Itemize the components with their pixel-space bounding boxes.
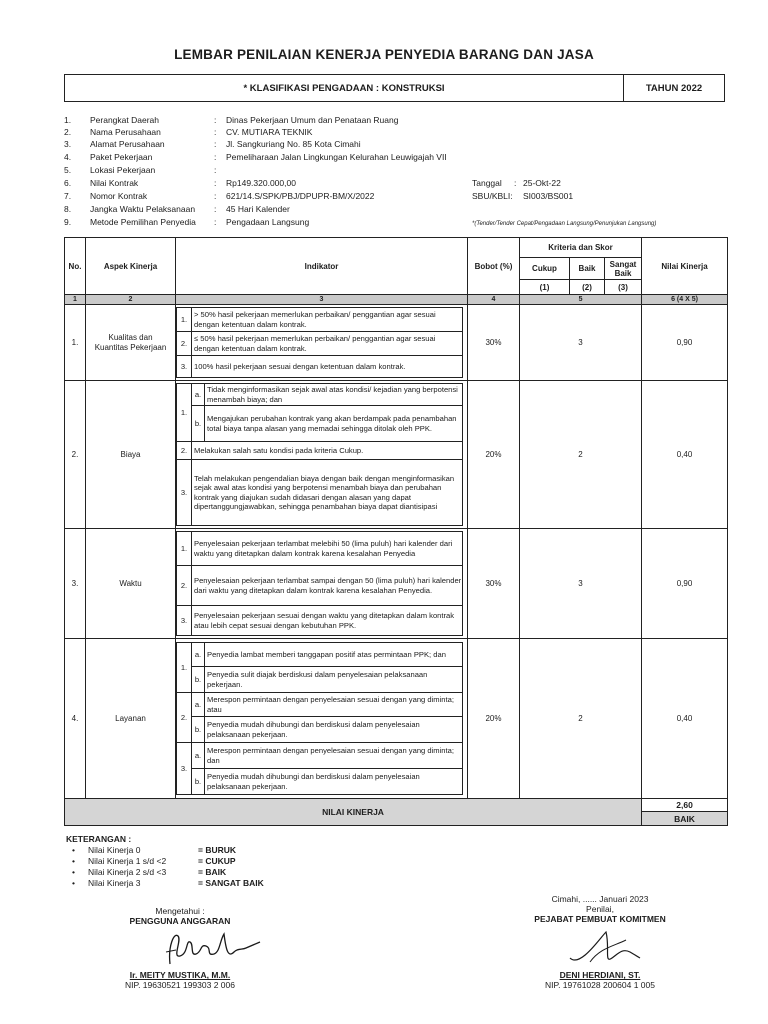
indikator-text: Penyedia mudah dihubungi dan berdiskusi dalam penyelesaian pelaksanaan pekerjaan. <box>205 769 463 795</box>
ind-sub: a. <box>192 693 205 717</box>
nilai-total: 2,60 <box>642 799 728 812</box>
info-no: 5. <box>64 165 72 175</box>
page-title: LEMBAR PENILAIAN KENERJA PENYEDIA BARANG DAN JASA <box>174 47 594 62</box>
table-row <box>65 639 728 799</box>
indikator-text: Penyelesaian pekerjaan terlambat melebihi 50 (lima puluh) hari kalender dari waktu yang ditetapkan dalam kontrak karena kesalahan Penyedia <box>192 532 463 566</box>
header-sangat-baik: Sangat Baik <box>605 258 642 280</box>
info-value: Dinas Pekerjaan Umum dan Penataan Ruang <box>226 115 399 125</box>
right-signer-name: DENI HERDIANI, ST. <box>559 970 641 980</box>
right-signature-block <box>500 894 700 924</box>
ind-num: 2. <box>177 693 192 743</box>
aspek-no: 1. <box>65 305 86 381</box>
info-label: Nomor Kontrak <box>90 191 148 201</box>
info-label: Metode Pemilihan Penyedia <box>90 217 196 227</box>
info-no: 3. <box>64 139 72 149</box>
indikator-text: 100% hasil pekerjaan sesuai dengan ketentuan dalam kontrak. <box>192 356 463 378</box>
keterangan-item: • Nilai Kinerja 1 s/d <2 = CUKUP <box>72 856 236 866</box>
keterangan-item: • Nilai Kinerja 0 = BURUK <box>72 845 237 855</box>
pengguna-anggaran-label: PENGGUNA ANGGARAN <box>129 916 231 926</box>
assessment-table <box>64 237 728 826</box>
header-c3: (3) <box>605 280 642 295</box>
ind-num: 1. <box>177 384 192 442</box>
bobot-value: 20% <box>468 381 520 529</box>
info-value: 45 Hari Kalender <box>226 204 290 214</box>
keterangan-label: Nilai Kinerja 3 <box>88 878 141 888</box>
skor-value: 3 <box>520 305 642 381</box>
ind-num: 3. <box>177 356 192 378</box>
info-row: 6. Nilai Kontrak : Rp149.320.000,00 Tanggal : 25-Okt-22 <box>64 177 724 190</box>
klasifikasi-label: * KLASIFIKASI PENGADAAN : KONSTRUKSI <box>65 75 624 101</box>
header-cukup: Cukup <box>520 258 570 280</box>
header-c1: (1) <box>520 280 570 295</box>
ind-num: 1. <box>177 308 192 332</box>
info-no: 2. <box>64 127 72 137</box>
ind-sub: a. <box>192 643 205 667</box>
keterangan-value: = SANGAT BAIK <box>198 878 264 888</box>
left-signer-nip: NIP. 19630521 199303 2 006 <box>125 980 235 990</box>
ind-sub: b. <box>192 769 205 795</box>
keterangan-section <box>66 834 366 894</box>
ind-num: 1. <box>177 532 192 566</box>
sbu-value: SI003/BS001 <box>523 191 574 201</box>
info-row: 4. Paket Pekerjaan : Pemeliharaan Jalan Lingkungan Kelurahan Leuwigajah VII <box>64 151 724 164</box>
skor-value: 2 <box>520 639 642 799</box>
indikator-cell <box>176 381 468 529</box>
indikator-text: Merespon permintaan dengan penyelesaian sesuai dengan yang diminta; dan <box>205 743 463 769</box>
info-label: Lokasi Pekerjaan <box>90 165 156 175</box>
info-label: Perangkat Daerah <box>90 115 159 125</box>
aspek-name: Layanan <box>86 639 176 799</box>
info-label: Nilai Kontrak <box>90 178 139 188</box>
keterangan-label: Nilai Kinerja 1 s/d <2 <box>88 856 167 866</box>
aspek-no: 4. <box>65 639 86 799</box>
indikator-text: Penyedia lambat memberi tanggapan positif atas permintaan PPK; dan <box>205 643 463 667</box>
skor-value: 2 <box>520 381 642 529</box>
info-row: 9. Metode Pemilihan Penyedia : Pengadaan Langsung *(Tender/Tender Cepat/Pengadaan Langsung/Penunjukan Langsung) <box>64 216 724 229</box>
ppk-label: PEJABAT PEMBUAT KOMITMEN <box>534 914 666 924</box>
right-signer <box>500 970 700 990</box>
tanggal-value: 25-Okt-22 <box>523 178 561 188</box>
column-number-row <box>65 295 728 305</box>
info-row: 2. Nama Perusahaan : CV. MUTIARA TEKNIK <box>64 126 724 139</box>
header-kriteria: Kriteria dan Skor <box>520 238 642 258</box>
header-nilai: Nilai Kinerja <box>642 238 728 295</box>
keterangan-value: = CUKUP <box>198 856 236 866</box>
col-number: 1 <box>65 295 86 305</box>
indikator-text: ≤ 50% hasil pekerjaan memerlukan perbaikan/ penggantian agar sesuai dengan ketentuan dalam kontrak. <box>192 332 463 356</box>
indikator-text: Tidak menginformasikan sejak awal atas kondisi/ kejadian yang berpotensi menambah biaya; dan <box>205 384 463 406</box>
info-row: 3. Alamat Perusahaan : Jl. Sangkuriang No. 85 Kota Cimahi <box>64 138 724 151</box>
info-label: Nama Perusahaan <box>90 127 161 137</box>
indikator-text: Penyedia mudah dihubungi dan berdiskusi dalam penyelesaian pelaksanaan pekerjaan. <box>205 717 463 743</box>
left-signer <box>100 970 260 990</box>
tanggal-label: Tanggal <box>472 178 502 188</box>
ind-sub: b. <box>192 717 205 743</box>
indikator-text: Melakukan salah satu kondisi pada kriteria Cukup. <box>192 442 463 460</box>
ind-num: 2. <box>177 566 192 606</box>
nilai-value: 0,90 <box>642 529 728 639</box>
ind-num: 2. <box>177 332 192 356</box>
table-row <box>65 529 728 639</box>
left-signature-block <box>100 906 260 926</box>
penilai-label: Penilai, <box>586 904 614 914</box>
ind-sub: a. <box>192 384 205 406</box>
info-value: Pemeliharaan Jalan Lingkungan Kelurahan Leuwigajah VII <box>226 152 447 162</box>
info-row: 8. Jangka Waktu Pelaksanaan : 45 Hari Kalender <box>64 203 724 216</box>
nilai-value: 0,90 <box>642 305 728 381</box>
aspek-name: Kualitas dan Kuantitas Pekerjaan <box>86 305 176 381</box>
info-row: 5. Lokasi Pekerjaan : <box>64 164 724 177</box>
keterangan-title: KETERANGAN : <box>66 834 132 844</box>
signature-mark <box>560 928 650 972</box>
ind-num: 3. <box>177 743 192 795</box>
keterangan-item: • Nilai Kinerja 2 s/d <3 = BAIK <box>72 867 227 877</box>
total-row <box>65 799 728 812</box>
bobot-value: 30% <box>468 529 520 639</box>
indikator-cell <box>176 639 468 799</box>
ind-num: 2. <box>177 442 192 460</box>
header-bobot: Bobot (%) <box>468 238 520 295</box>
indikator-cell <box>176 305 468 381</box>
ind-num: 3. <box>177 606 192 636</box>
nilai-kinerja-label: NILAI KINERJA <box>65 799 642 826</box>
info-label: Jangka Waktu Pelaksanaan <box>90 204 196 214</box>
ind-num: 1. <box>177 643 192 693</box>
indikator-cell <box>176 529 468 639</box>
ind-sub: b. <box>192 667 205 693</box>
header-baik: Baik <box>570 258 605 280</box>
sbu-label: SBU/KBLI: <box>472 191 513 201</box>
info-no: 8. <box>64 204 72 214</box>
col-number: 5 <box>520 295 642 305</box>
skor-value: 3 <box>520 529 642 639</box>
nilai-value: 0,40 <box>642 381 728 529</box>
aspek-no: 2. <box>65 381 86 529</box>
info-value: Rp149.320.000,00 <box>226 178 296 188</box>
ind-sub: a. <box>192 743 205 769</box>
col-number: 6 (4 X 5) <box>642 295 728 305</box>
aspek-name: Waktu <box>86 529 176 639</box>
place-date: Cimahi, ...... Januari 2023 <box>551 894 649 904</box>
info-label: Paket Pekerjaan <box>90 152 153 162</box>
indikator-text: Mengajukan perubahan kontrak yang akan berdampak pada penambahan total biaya tanpa alasan yang memadai sehingga ditolak oleh PPK. <box>205 406 463 442</box>
col-number: 2 <box>86 295 176 305</box>
info-value: CV. MUTIARA TEKNIK <box>226 127 313 137</box>
indikator-text: Penyelesaian pekerjaan sesuai dengan waktu yang ditetapkan dalam kontrak atau lebih cepat sesuai dengan kebutuhan PPK. <box>192 606 463 636</box>
info-value: Pengadaan Langsung <box>226 217 310 227</box>
col-number: 3 <box>176 295 468 305</box>
aspek-no: 3. <box>65 529 86 639</box>
header-indikator: Indikator <box>176 238 468 295</box>
mengetahui-label: Mengetahui : <box>155 906 205 916</box>
keterangan-label: Nilai Kinerja 0 <box>88 845 141 855</box>
keterangan-value: = BURUK <box>198 845 237 855</box>
bobot-value: 20% <box>468 639 520 799</box>
keterangan-item: • Nilai Kinerja 3 = SANGAT BAIK <box>72 878 264 888</box>
info-no: 1. <box>64 115 72 125</box>
right-signer-nip: NIP. 19761028 200604 1 005 <box>545 980 655 990</box>
bobot-value: 30% <box>468 305 520 381</box>
info-section <box>64 114 728 234</box>
aspek-name: Biaya <box>86 381 176 529</box>
indikator-text: > 50% hasil pekerjaan memerlukan perbaikan/ penggantian agar sesuai dengan ketentuan dalam kontrak. <box>192 308 463 332</box>
left-signer-name: Ir. MEITY MUSTIKA, M.M. <box>129 970 231 980</box>
ind-num: 3. <box>177 460 192 526</box>
header-no: No. <box>65 238 86 295</box>
info-no: 9. <box>64 217 72 227</box>
col-number: 4 <box>468 295 520 305</box>
info-row: 7. Nomor Kontrak : 621/14.S/SPK/PBJ/DPUPR-BM/X/2022 SBU/KBLI: SI003/BS001 <box>64 190 724 203</box>
nilai-value: 0,40 <box>642 639 728 799</box>
table-row <box>65 305 728 381</box>
nilai-kategori: BAIK <box>642 812 728 826</box>
table-row <box>65 381 728 529</box>
info-no: 6. <box>64 178 72 188</box>
info-value: 621/14.S/SPK/PBJ/DPUPR-BM/X/2022 <box>226 191 375 201</box>
info-no: 4. <box>64 152 72 162</box>
indikator-text: Merespon permintaan dengan penyelesaian sesuai dengan yang diminta; atau <box>205 693 463 717</box>
klasifikasi-box <box>64 74 725 102</box>
header-c2: (2) <box>570 280 605 295</box>
info-row: 1. Perangkat Daerah : Dinas Pekerjaan Umum dan Penataan Ruang <box>64 114 724 127</box>
indikator-text: Penyelesaian pekerjaan terlambat sampai dengan 50 (lima puluh) hari kalender dari waktu yang ditetapkan dalam kontrak karena kesalahan Penyedia. <box>192 566 463 606</box>
keterangan-value: = BAIK <box>198 867 227 877</box>
indikator-text: Telah melakukan pengendalian biaya dengan baik dengan menginformasikan sejak awal atas kondisi yang berpotensi menambah biaya dan perubahan kontrak yang diajukan sudah didasari dengan alasan yang dapat dipertanggungjawabkan, sehingga penambahan biaya dapat diantisipasi <box>192 460 463 526</box>
header-aspek: Aspek Kinerja <box>86 238 176 295</box>
keterangan-label: Nilai Kinerja 2 s/d <3 <box>88 867 167 877</box>
tahun-label: TAHUN 2022 <box>645 82 703 94</box>
metode-note: *(Tender/Tender Cepat/Pengadaan Langsung/Penunjukan Langsung) <box>472 221 657 227</box>
ind-sub: b. <box>192 406 205 442</box>
signature-mark <box>150 926 270 970</box>
indikator-text: Penyedia sulit diajak berdiskusi dalam penyelesaian pelaksanaan pekerjaan. <box>205 667 463 693</box>
info-label: Alamat Perusahaan <box>90 139 165 149</box>
info-value: Jl. Sangkuriang No. 85 Kota Cimahi <box>226 139 361 149</box>
info-no: 7. <box>64 191 72 201</box>
